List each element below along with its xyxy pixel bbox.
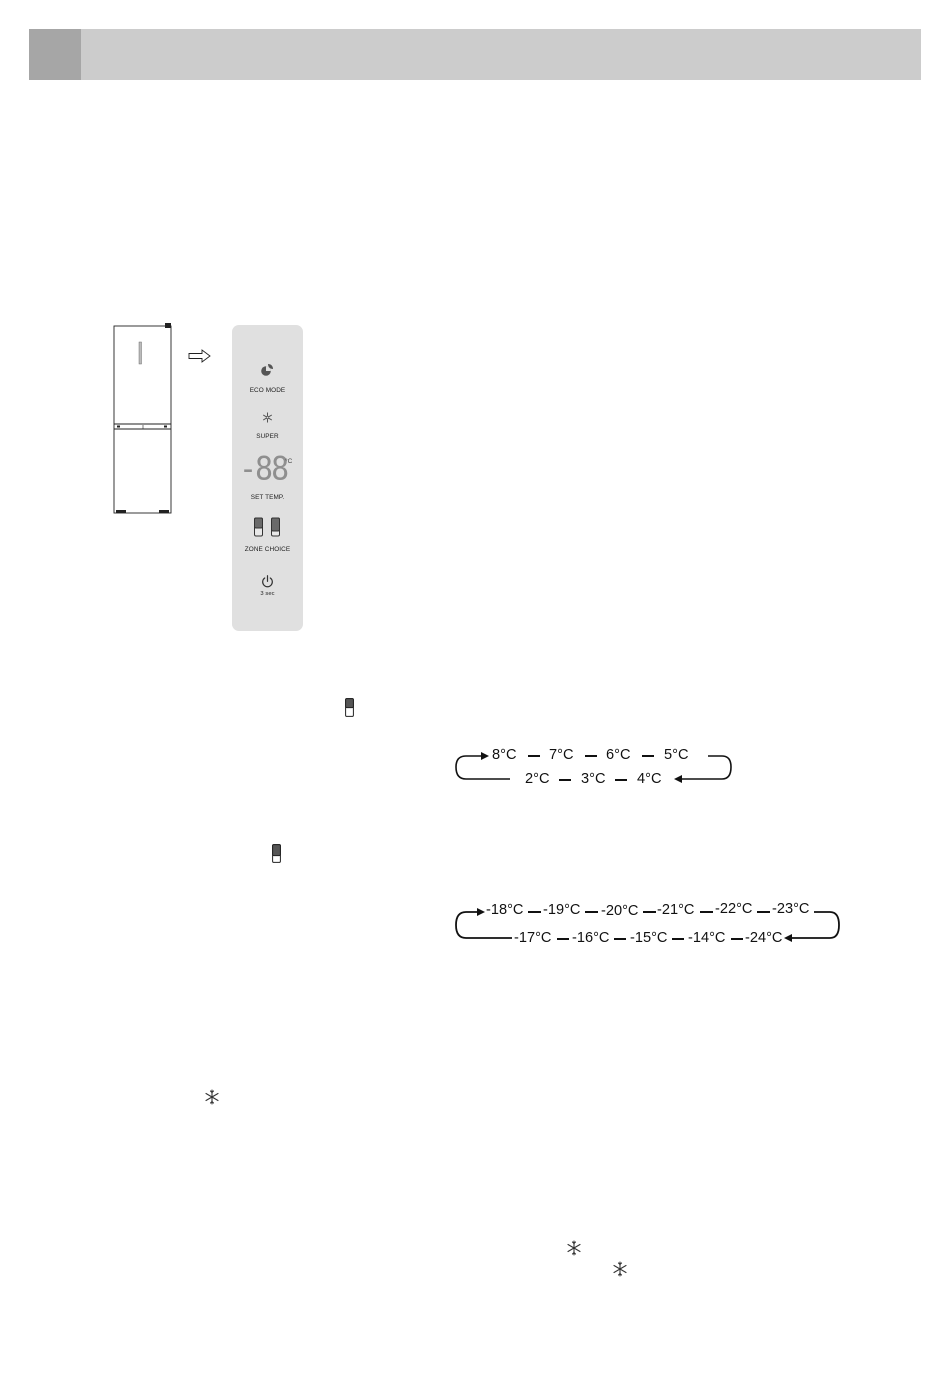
freezer-temp-top-2: -19°C: [543, 902, 581, 918]
control-panel: [232, 325, 303, 631]
snowflake-icon: [566, 1240, 582, 1256]
dash: [585, 755, 597, 757]
power-icon[interactable]: [261, 575, 274, 588]
fridge-temp-top-1: 8°C: [492, 747, 517, 763]
fridge-zone-icon: [345, 698, 354, 717]
dash: [672, 938, 684, 940]
freezer-temp-bottom-2: -16°C: [572, 930, 610, 946]
freezer-temp-bottom-3: -15°C: [630, 930, 668, 946]
power-hold-label: 3 sec: [260, 591, 275, 597]
arrow-right-icon: [188, 349, 212, 363]
fridge-temp-bottom-2: 3°C: [581, 771, 606, 787]
fridge-temp-top-4: 5°C: [664, 747, 689, 763]
fridge-temp-bottom-1: 2°C: [525, 771, 550, 787]
freezer-temp-bottom-4: -14°C: [688, 930, 726, 946]
fridge-temp-top-2: 7°C: [549, 747, 574, 763]
temperature-display: -88: [239, 450, 288, 489]
super-label: SUPER: [256, 433, 279, 440]
zone-choice-label: ZONE CHOICE: [244, 546, 291, 553]
header-tab: [29, 29, 81, 80]
header-band: [29, 29, 921, 80]
freezer-temp-bottom-1: -17°C: [514, 930, 552, 946]
dash: [585, 911, 598, 913]
eco-mode-label: ECO MODE: [249, 387, 286, 394]
freezer-temp-top-1: -18°C: [486, 902, 524, 918]
dash: [642, 755, 654, 757]
eco-leaf-icon[interactable]: [260, 363, 274, 377]
fridge-illustration: [108, 320, 180, 516]
freezer-temp-bottom-5: -24°C: [745, 930, 783, 946]
freezer-temp-top-4: -21°C: [657, 902, 695, 918]
freezer-temp-top-6: -23°C: [772, 901, 810, 917]
dash: [757, 911, 770, 913]
dash: [614, 938, 626, 940]
snowflake-icon: [204, 1089, 220, 1105]
dash: [643, 911, 656, 913]
dash: [700, 911, 713, 913]
fridge-temp-bottom-3: 4°C: [637, 771, 662, 787]
zone-choice-icon[interactable]: [253, 517, 283, 537]
freezer-temp-top-3: -20°C: [601, 903, 639, 919]
dash: [557, 938, 569, 940]
dash: [731, 938, 743, 940]
dash: [559, 779, 571, 781]
snowflake-icon[interactable]: [262, 412, 273, 423]
fridge-temp-top-3: 6°C: [606, 747, 631, 763]
set-temp-label: SET TEMP.: [250, 494, 285, 501]
freezer-temp-top-5: -22°C: [715, 901, 753, 917]
dash: [528, 911, 541, 913]
freezer-zone-icon: [272, 844, 281, 863]
temperature-unit: °C: [285, 458, 293, 465]
dash: [615, 779, 627, 781]
dash: [528, 755, 540, 757]
snowflake-icon: [612, 1261, 628, 1277]
